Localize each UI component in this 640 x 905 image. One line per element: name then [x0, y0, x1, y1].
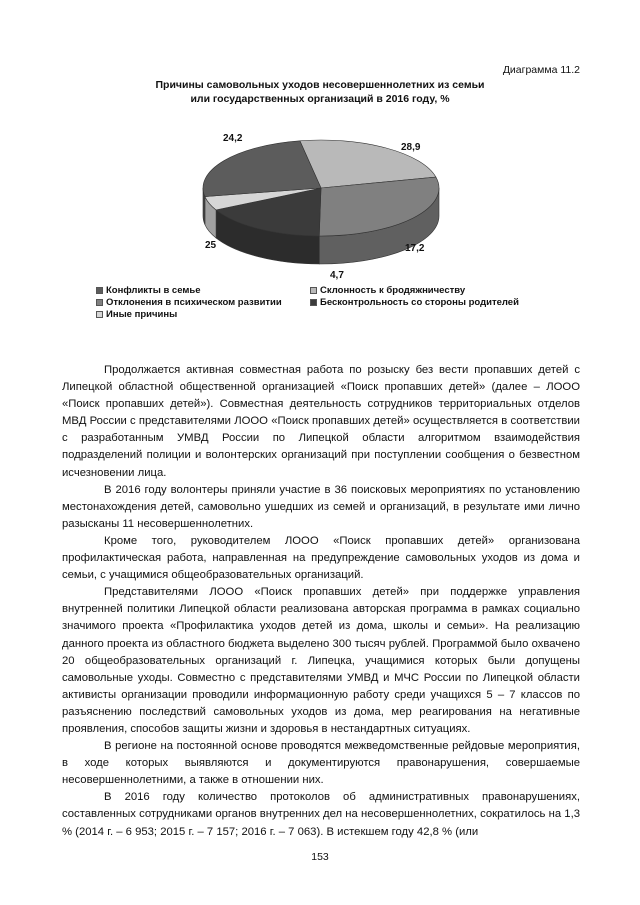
- legend-item-other: [96, 309, 177, 320]
- legend-label: Бесконтрольность со стороны родителей: [320, 297, 519, 308]
- legend-swatch: [96, 299, 103, 306]
- diagram-number: Диаграмма 11.2: [502, 64, 580, 76]
- legend-item-no-control: [310, 297, 519, 308]
- legend-label: Склонность к бродяжничеству: [320, 285, 466, 296]
- legend-swatch: [310, 287, 317, 294]
- pie-top: [203, 140, 439, 236]
- legend-swatch: [96, 311, 103, 318]
- paragraph: В 2016 году волонтеры приняли участие в 36 поисковых мероприятиях по установлению местонахождения детей, самовольно ушедших из семей и организаций, в результате ими лично разысканы 11 несовершеннолетних.: [62, 483, 580, 530]
- pie-slice: [203, 141, 321, 197]
- data-label-28-9: 28,9: [401, 142, 421, 153]
- data-label-17-2: 17,2: [405, 243, 425, 254]
- paragraph: В регионе на постоянной основе проводятся межведомственные рейдовые мероприятия, в ходе которых выявляются и документируются правонарушения, совершаемые несовершеннолетними, а также в отношении них.: [62, 740, 580, 787]
- page-number: 153: [311, 851, 329, 863]
- legend-swatch: [310, 299, 317, 306]
- paragraph: Кроме того, руководителем ЛООО «Поиск пропавших детей» организована профилактическая работа, направленная на предупреждение самовольных уходов из дома и семьи, с учащимися общеобразовательных организаций.: [62, 534, 580, 582]
- data-label-4-7: 4,7: [330, 270, 344, 281]
- legend-label: Отклонения в психическом развитии: [106, 297, 282, 308]
- paragraph: Продолжается активная совместная работа по розыску без вести пропавших детей с Липецкой областной общественной организацией «Поиск пропавших детей» (далее – ЛООО «Поиск пропавших детей»). Совместная деятельность сотрудников территориальных отделов МВД России с представителями ЛООО «Поиск пропавших детей» осуществляется в соответствии с разработанным УМВД России по Липецкой области алгоритмом взаимодействия подразделений полиции и волонтерских организаций при поступлении сообщения о безвестном исчезновении лица.: [62, 364, 580, 479]
- legend-item-mental-deviation: [96, 297, 282, 308]
- body-text: [62, 362, 580, 841]
- legend-swatch: [96, 287, 103, 294]
- data-label-24-2: 24,2: [223, 133, 243, 144]
- legend-item-vagrancy: [310, 285, 465, 296]
- paragraph: Представителями ЛООО «Поиск пропавших детей» при поддержке управления внутренней политики Липецкой области реализована авторская программа в рамках социально значимого проекта «Профилактика уходов детей из дома, школы и семьи». На реализацию данного проекта из областного бюджета выделено 300 тысяч рублей. Программой было охвачено 20 общеобразовательных организаций г. Липецка, учащимися которых были допущены самовольные уходы. Совместно с представителями УМВД и МЧС России по Липецкой области активисты организации проводили информационную работу среди учащихся 5 – 7 классов по разъяснению последствий самовольных уходов из дома, мер реагирования на негативные проявления, способов защиты жизни и здоровья в нестандартных ситуациях.: [62, 586, 580, 735]
- chart-title-line-1: Причины самовольных уходов несовершеннолетних из семьи: [155, 79, 485, 91]
- legend-label: Конфликты в семье: [106, 285, 201, 296]
- data-label-25: 25: [205, 240, 217, 251]
- legend-label: Иные причины: [106, 309, 178, 320]
- chart-title-line-2: или государственных организаций в 2016 году, %: [190, 93, 450, 105]
- paragraph: В 2016 году количество протоколов об административных правонарушениях, составленных сотрудниками органов внутренних дел на несовершеннолетних, сократилось на 1,3 % (2014 г. – 6 953; 2015 г. – 7 157; 2016 г. – 7 063). В истекшем году 42,8 % (или: [62, 791, 580, 838]
- legend-item-conflicts: [96, 285, 201, 296]
